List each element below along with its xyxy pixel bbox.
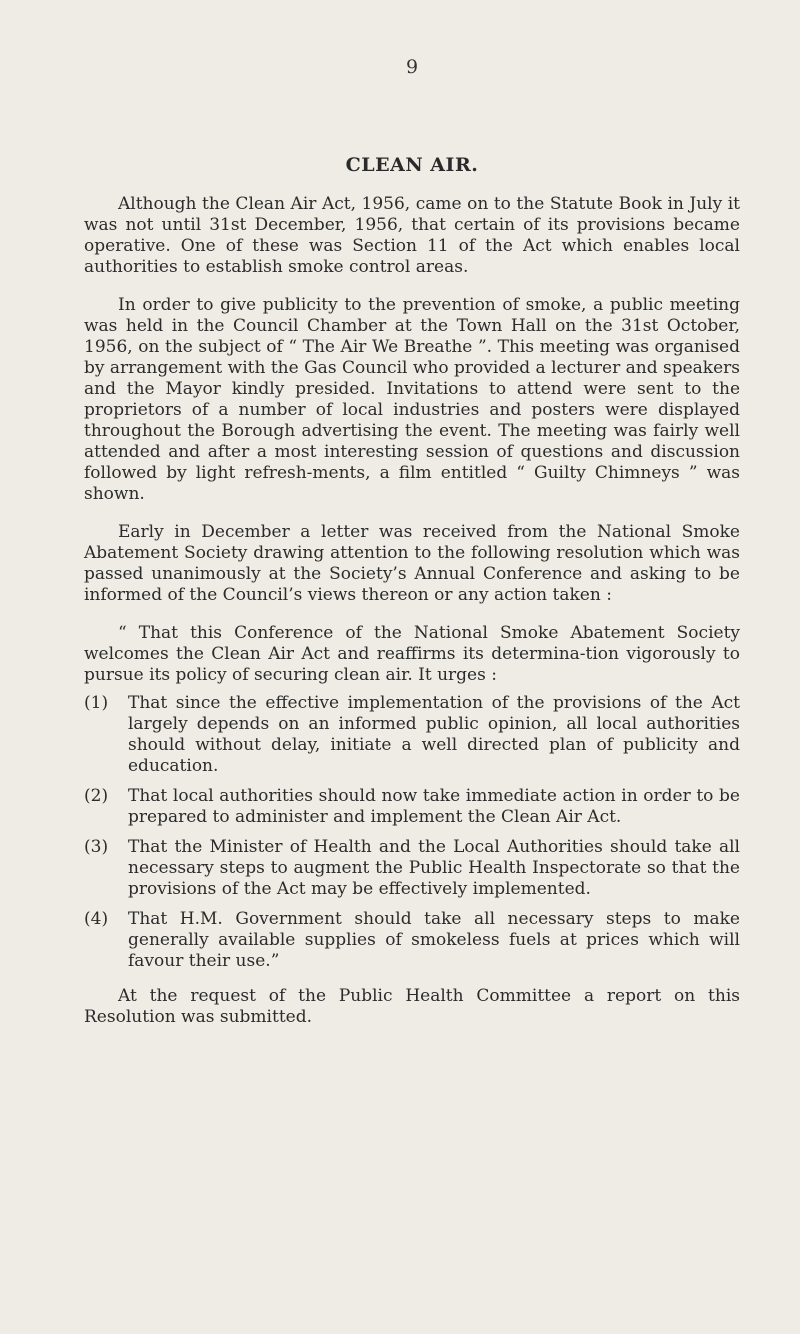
resolution-item (84, 786, 740, 828)
paragraph-clean-air-act: Although the Clean Air Act, 1956, came on to the Statute Book in July it was not until 31st December, 1956, that certain of its provisions became operative. One of these was Section 11 of the Act which enables local authorities to establish smoke control areas. (84, 194, 740, 277)
resolution-item-number: (2) (84, 786, 109, 806)
resolution-item-text: That the Minister of Health and the Local Authorities should take all necessary steps to augment the Public Health Inspectorate so that the provisions of the Act may be effectively implemented. (128, 837, 740, 899)
resolution-item-number: (4) (84, 909, 109, 929)
page-number: 9 (405, 56, 419, 78)
resolution-item (84, 909, 740, 972)
resolution-item (84, 693, 740, 777)
paragraph-letter-received: Early in December a letter was received from the National Smoke Abatement Society drawing attention to the following resolution which was passed unanimously at the Society’s Annual Conference and asking to be informed of the Council’s views thereon or any action taken : (84, 522, 740, 605)
section-heading: CLEAN AIR. (345, 154, 479, 176)
resolution-item-text: That H.M. Government should take all necessary steps to make generally available supplies of smokeless fuels at prices which will favour their use.” (128, 909, 740, 971)
paragraph-public-meeting: In order to give publicity to the prevention of smoke, a public meeting was held in the Council Chamber at the Town Hall on the 31st October, 1956, on the subject of “ The Air We Breathe ”. This meeting was organised by arrangement with the Gas Council who provided a lecturer and speakers and the Mayor kindly presided. Invitations to attend were sent to the proprietors of a number of local industries and posters were displayed throughout the Borough advertising the event. The meeting was fairly well attended and after a most interesting session of questions and discussion followed by light refresh-ments, a film entitled “ Guilty Chimneys ” was shown. (84, 295, 740, 504)
resolution-list (84, 693, 740, 972)
resolution-item (84, 837, 740, 900)
resolution-item-text: That local authorities should now take immediate action in order to be prepared to administer and implement the Clean Air Act. (128, 786, 740, 827)
document-page (84, 56, 740, 1045)
resolution-lead: “ That this Conference of the National Smoke Abatement Society welcomes the Clean Air Act and reaffirms its determina-tion vigorously to pursue its policy of securing clean air. It urges : (84, 623, 740, 685)
resolution-item-number: (3) (84, 837, 109, 857)
resolution-item-text: That since the effective implementation of the provisions of the Act largely depends on an informed public opinion, all local authorities should without delay, initiate a well directed plan of publicity and education. (128, 693, 740, 776)
paragraph-closing: At the request of the Public Health Committee a report on this Resolution was submitted. (84, 986, 740, 1027)
resolution-item-number: (1) (84, 693, 109, 713)
